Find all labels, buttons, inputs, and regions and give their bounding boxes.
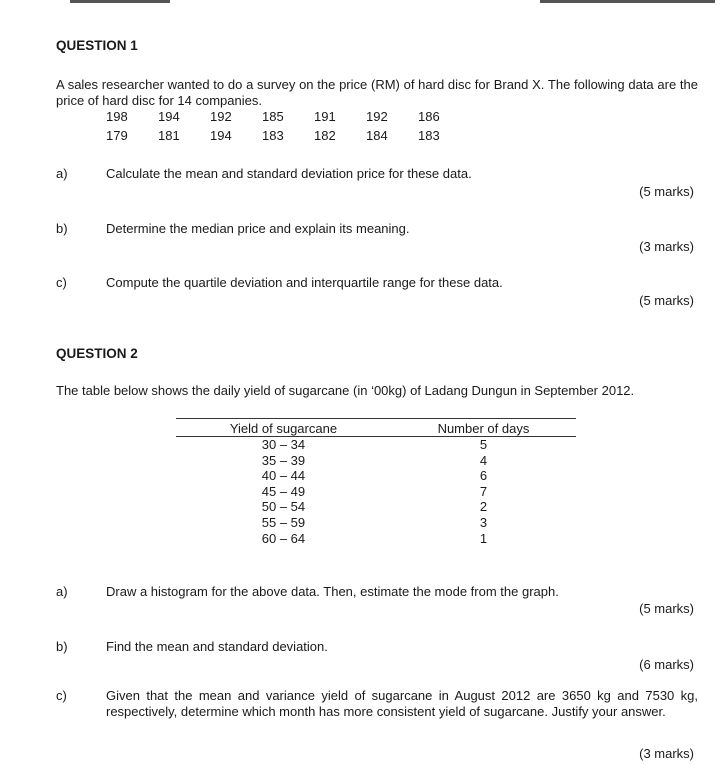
table-row bbox=[176, 499, 576, 515]
q2-part-c-marks: (3 marks) bbox=[639, 746, 694, 761]
q2-part-b-marks: (6 marks) bbox=[639, 657, 694, 672]
q2-part-a-text: Draw a histogram for the above data. Then, estimate the mode from the graph. bbox=[106, 584, 559, 599]
table-row bbox=[176, 531, 576, 547]
q1-part-c-marks: (5 marks) bbox=[639, 293, 694, 308]
price-value: 179 bbox=[106, 128, 128, 143]
days-count: 6 bbox=[479, 468, 488, 484]
q2-part-a-marks: (5 marks) bbox=[639, 601, 694, 616]
q2-part-c-text: Given that the mean and variance yield of sugarcane in August 2012 are 3650 kg and 7530 kg, respectively, determine which month has more consistent yield of sugarcane. Justify your answer. bbox=[106, 688, 698, 719]
yield-class: 60 – 64 bbox=[261, 530, 306, 546]
q1-part-b-text: Determine the median price and explain its meaning. bbox=[106, 221, 410, 236]
price-value: 181 bbox=[158, 128, 180, 143]
yield-class: 40 – 44 bbox=[261, 468, 306, 484]
q1-part-a-marks: (5 marks) bbox=[639, 184, 694, 199]
q2-part-c-label: c) bbox=[56, 688, 67, 703]
yield-class: 35 – 39 bbox=[261, 452, 306, 468]
table-row bbox=[176, 453, 576, 469]
q2-part-a-label: a) bbox=[56, 584, 68, 599]
price-value: 183 bbox=[262, 128, 284, 143]
yield-class: 45 – 49 bbox=[261, 483, 306, 499]
q1-part-a-text: Calculate the mean and standard deviation price for these data. bbox=[106, 166, 472, 181]
days-count: 7 bbox=[479, 483, 488, 499]
price-value: 192 bbox=[366, 109, 388, 124]
q1-part-a-label: a) bbox=[56, 166, 68, 181]
q2-part-b-label: b) bbox=[56, 639, 68, 654]
price-value: 191 bbox=[314, 109, 336, 124]
price-value: 183 bbox=[418, 128, 440, 143]
yield-class: 30 – 34 bbox=[261, 437, 306, 452]
q1-part-c-label: c) bbox=[56, 275, 67, 290]
table-row bbox=[176, 515, 576, 531]
days-count: 2 bbox=[479, 499, 488, 515]
price-data-row-1 bbox=[106, 109, 470, 124]
price-value: 194 bbox=[158, 109, 180, 124]
yield-class: 50 – 54 bbox=[261, 499, 306, 515]
price-value: 186 bbox=[418, 109, 440, 124]
price-value: 185 bbox=[262, 109, 284, 124]
yield-column-header: Yield of sugarcane bbox=[176, 421, 391, 437]
yield-class: 55 – 59 bbox=[261, 514, 306, 530]
table-row bbox=[176, 437, 576, 453]
q1-part-b-marks: (3 marks) bbox=[639, 239, 694, 254]
table-row bbox=[176, 484, 576, 500]
question-2-intro: The table below shows the daily yield of sugarcane (in ‘00kg) of Ladang Dungun in September 2012. bbox=[56, 383, 635, 398]
price-value: 182 bbox=[314, 128, 336, 143]
question-1-title: QUESTION 1 bbox=[56, 38, 138, 53]
q2-part-b-text: Find the mean and standard deviation. bbox=[106, 639, 328, 654]
sugarcane-yield-table bbox=[176, 418, 576, 546]
days-count: 5 bbox=[479, 437, 488, 452]
days-count: 4 bbox=[479, 452, 488, 468]
q1-part-b-label: b) bbox=[56, 221, 68, 236]
price-value: 194 bbox=[210, 128, 232, 143]
price-value: 198 bbox=[106, 109, 128, 124]
price-value: 192 bbox=[210, 109, 232, 124]
question-2-title: QUESTION 2 bbox=[56, 346, 138, 361]
top-edge-line-right bbox=[540, 0, 715, 3]
price-data-row-2 bbox=[106, 128, 470, 143]
days-count: 3 bbox=[479, 514, 488, 530]
days-count: 1 bbox=[479, 530, 488, 546]
question-1-intro: A sales researcher wanted to do a survey on the price (RM) of hard disc for Brand X. The following data are the price of hard disc for 14 companies. bbox=[56, 77, 698, 108]
days-column-header: Number of days bbox=[391, 421, 576, 437]
price-value: 184 bbox=[366, 128, 388, 143]
q1-part-c-text: Compute the quartile deviation and interquartile range for these data. bbox=[106, 275, 503, 290]
table-row bbox=[176, 468, 576, 484]
top-edge-line-left bbox=[70, 0, 170, 3]
